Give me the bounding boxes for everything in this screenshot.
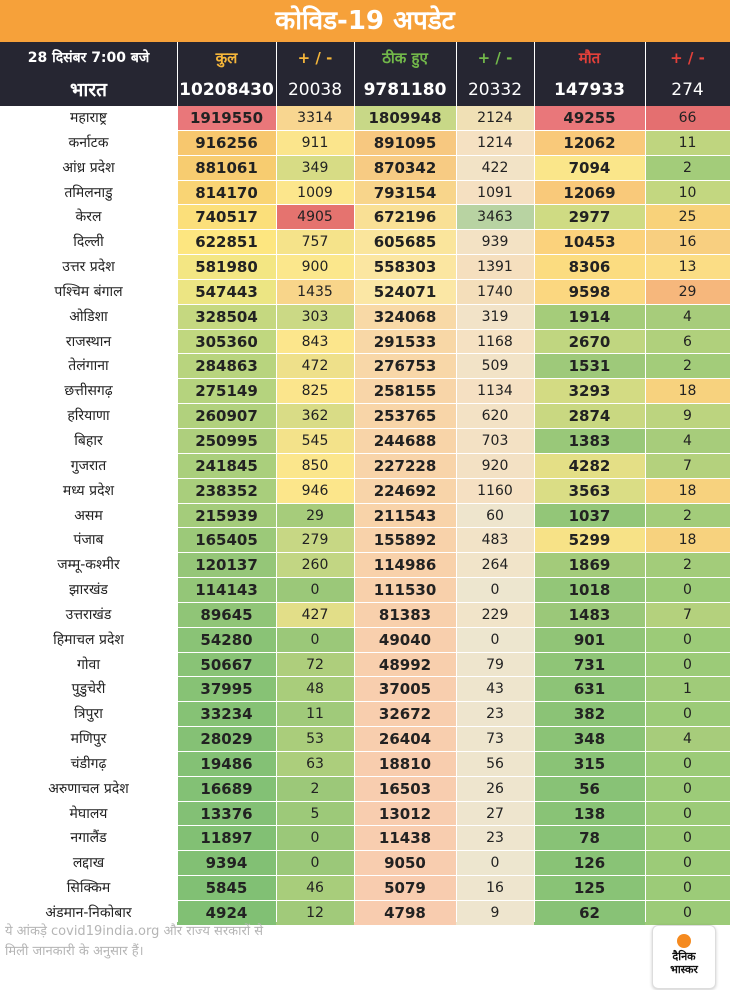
recovered-change: 23 (456, 826, 534, 851)
recovered: 870342 (354, 156, 456, 181)
table-row (0, 702, 730, 727)
deaths: 1483 (534, 603, 645, 628)
recovered: 49040 (354, 628, 456, 653)
table-row (0, 454, 730, 479)
state-name: जम्मू-कश्मीर (0, 553, 177, 578)
deaths-change: 0 (645, 777, 730, 802)
column-divider (177, 42, 178, 922)
total-cases: 740517 (177, 205, 276, 230)
recovered: 672196 (354, 205, 456, 230)
total-change: 946 (276, 479, 354, 504)
total-change: 4905 (276, 205, 354, 230)
table-row (0, 379, 730, 404)
table-row (0, 578, 730, 603)
deaths-change: 25 (645, 205, 730, 230)
recovered: 4798 (354, 901, 456, 926)
recovered-change: 264 (456, 553, 534, 578)
recovered: 5079 (354, 876, 456, 901)
india-total-change: 20038 (287, 80, 343, 100)
india-name: भारत (70, 79, 107, 101)
table-row (0, 603, 730, 628)
table-row (0, 802, 730, 827)
deaths: 7094 (534, 156, 645, 181)
state-name: नगालैंड (0, 826, 177, 851)
deaths: 382 (534, 702, 645, 727)
deaths: 901 (534, 628, 645, 653)
state-name: हिमाचल प्रदेश (0, 628, 177, 653)
total-cases: 165405 (177, 528, 276, 553)
table-row (0, 628, 730, 653)
deaths-change: 18 (645, 379, 730, 404)
deaths-change: 0 (645, 752, 730, 777)
deaths-change: 7 (645, 603, 730, 628)
header-recovered-change: + / - (477, 49, 513, 67)
page-title: कोविड-19 अपडेट (0, 0, 730, 42)
column-divider (645, 42, 646, 922)
total-change: 303 (276, 305, 354, 330)
deaths: 2670 (534, 330, 645, 355)
state-name: कर्नाटक (0, 131, 177, 156)
recovered-change: 1160 (456, 479, 534, 504)
total-change: 3314 (276, 106, 354, 131)
recovered-change: 0 (456, 578, 534, 603)
total-cases: 5845 (177, 876, 276, 901)
total-cases: 275149 (177, 379, 276, 404)
total-change: 362 (276, 404, 354, 429)
total-change: 2 (276, 777, 354, 802)
deaths: 2977 (534, 205, 645, 230)
state-name: उत्तर प्रदेश (0, 255, 177, 280)
deaths-change: 4 (645, 305, 730, 330)
total-change: 0 (276, 826, 354, 851)
recovered-change: 3463 (456, 205, 534, 230)
recovered: 524071 (354, 280, 456, 305)
table-row (0, 230, 730, 255)
state-name: उत्तराखंड (0, 603, 177, 628)
recovered-change: 422 (456, 156, 534, 181)
total-change: 46 (276, 876, 354, 901)
recovered: 324068 (354, 305, 456, 330)
total-cases: 54280 (177, 628, 276, 653)
deaths: 1869 (534, 553, 645, 578)
recovered-change: 26 (456, 777, 534, 802)
deaths-change: 6 (645, 330, 730, 355)
table-row (0, 280, 730, 305)
total-cases: 37995 (177, 677, 276, 702)
total-change: 825 (276, 379, 354, 404)
recovered: 891095 (354, 131, 456, 156)
state-name: चंडीगढ़ (0, 752, 177, 777)
total-change: 843 (276, 330, 354, 355)
total-change: 260 (276, 553, 354, 578)
state-name: पंजाब (0, 528, 177, 553)
total-change: 427 (276, 603, 354, 628)
table-row (0, 205, 730, 230)
deaths: 8306 (534, 255, 645, 280)
deaths-change: 18 (645, 479, 730, 504)
recovered-change: 79 (456, 653, 534, 678)
state-name: गोवा (0, 653, 177, 678)
recovered-change: 939 (456, 230, 534, 255)
total-change: 0 (276, 578, 354, 603)
table-row (0, 752, 730, 777)
total-change: 757 (276, 230, 354, 255)
recovered: 793154 (354, 181, 456, 206)
header-total: कुल (215, 49, 238, 67)
deaths: 10453 (534, 230, 645, 255)
india-recovered: 9781180 (363, 80, 447, 100)
state-name: हरियाणा (0, 404, 177, 429)
deaths-change: 7 (645, 454, 730, 479)
deaths: 3293 (534, 379, 645, 404)
column-header-row (0, 42, 730, 74)
table-row (0, 131, 730, 156)
recovered: 291533 (354, 330, 456, 355)
total-cases: 547443 (177, 280, 276, 305)
deaths: 1383 (534, 429, 645, 454)
deaths-change: 0 (645, 802, 730, 827)
recovered-change: 483 (456, 528, 534, 553)
state-name: असम (0, 504, 177, 529)
recovered-change: 620 (456, 404, 534, 429)
india-total: 10208430 (179, 80, 274, 100)
india-total-row (0, 74, 730, 106)
state-name: तेलंगाना (0, 354, 177, 379)
table-row (0, 876, 730, 901)
state-name: तमिलनाडु (0, 181, 177, 206)
deaths: 1037 (534, 504, 645, 529)
table-row (0, 354, 730, 379)
sun-icon (677, 934, 691, 948)
recovered-change: 1214 (456, 131, 534, 156)
deaths: 2874 (534, 404, 645, 429)
table-row (0, 826, 730, 851)
recovered-change: 229 (456, 603, 534, 628)
total-cases: 33234 (177, 702, 276, 727)
total-change: 53 (276, 727, 354, 752)
header-deaths-change: + / - (670, 49, 705, 67)
total-cases: 215939 (177, 504, 276, 529)
column-divider (354, 42, 355, 922)
state-table (0, 106, 730, 926)
recovered-change: 703 (456, 429, 534, 454)
state-name: त्रिपुरा (0, 702, 177, 727)
recovered: 16503 (354, 777, 456, 802)
deaths: 1018 (534, 578, 645, 603)
total-change: 545 (276, 429, 354, 454)
table-row (0, 255, 730, 280)
table-row (0, 851, 730, 876)
deaths-change: 66 (645, 106, 730, 131)
total-cases: 16689 (177, 777, 276, 802)
deaths: 4282 (534, 454, 645, 479)
recovered-change: 43 (456, 677, 534, 702)
deaths: 9598 (534, 280, 645, 305)
total-cases: 13376 (177, 802, 276, 827)
dainik-bhaskar-logo (652, 925, 716, 989)
table-row (0, 504, 730, 529)
recovered: 1809948 (354, 106, 456, 131)
deaths: 12062 (534, 131, 645, 156)
recovered: 37005 (354, 677, 456, 702)
total-cases: 284863 (177, 354, 276, 379)
deaths: 12069 (534, 181, 645, 206)
recovered-change: 60 (456, 504, 534, 529)
total-change: 911 (276, 131, 354, 156)
deaths-change: 0 (645, 901, 730, 926)
total-change: 279 (276, 528, 354, 553)
deaths-change: 1 (645, 677, 730, 702)
deaths: 5299 (534, 528, 645, 553)
table-row (0, 653, 730, 678)
deaths-change: 0 (645, 628, 730, 653)
india-deaths: 147933 (554, 80, 625, 100)
recovered: 81383 (354, 603, 456, 628)
deaths: 56 (534, 777, 645, 802)
total-cases: 19486 (177, 752, 276, 777)
header-deaths: मौत (578, 49, 601, 67)
total-cases: 881061 (177, 156, 276, 181)
total-cases: 238352 (177, 479, 276, 504)
state-name: लद्दाख (0, 851, 177, 876)
deaths: 1531 (534, 354, 645, 379)
column-divider (534, 42, 535, 922)
total-cases: 89645 (177, 603, 276, 628)
deaths: 125 (534, 876, 645, 901)
total-change: 72 (276, 653, 354, 678)
recovered: 227228 (354, 454, 456, 479)
table-row (0, 479, 730, 504)
india-recovered-change: 20332 (467, 80, 523, 100)
recovered: 114986 (354, 553, 456, 578)
total-change: 5 (276, 802, 354, 827)
recovered: 48992 (354, 653, 456, 678)
table-row (0, 528, 730, 553)
total-change: 472 (276, 354, 354, 379)
total-cases: 241845 (177, 454, 276, 479)
recovered: 211543 (354, 504, 456, 529)
recovered-change: 0 (456, 851, 534, 876)
state-name: गुजरात (0, 454, 177, 479)
recovered-change: 73 (456, 727, 534, 752)
deaths: 62 (534, 901, 645, 926)
header-date: 28 दिसंबर 7:00 बजे (27, 50, 150, 66)
total-cases: 916256 (177, 131, 276, 156)
deaths: 1914 (534, 305, 645, 330)
deaths: 138 (534, 802, 645, 827)
state-name: महाराष्ट्र (0, 106, 177, 131)
deaths-change: 18 (645, 528, 730, 553)
state-name: पुडुचेरी (0, 677, 177, 702)
deaths-change: 4 (645, 429, 730, 454)
state-name: पश्चिम बंगाल (0, 280, 177, 305)
total-cases: 1919550 (177, 106, 276, 131)
logo-line2: भास्कर (670, 963, 698, 976)
deaths-change: 0 (645, 653, 730, 678)
recovered: 32672 (354, 702, 456, 727)
recovered: 11438 (354, 826, 456, 851)
deaths: 315 (534, 752, 645, 777)
deaths: 631 (534, 677, 645, 702)
recovered-change: 920 (456, 454, 534, 479)
header-total-change: + / - (297, 49, 333, 67)
recovered: 244688 (354, 429, 456, 454)
recovered-change: 1168 (456, 330, 534, 355)
total-cases: 622851 (177, 230, 276, 255)
header-recovered: ठीक हुए (382, 49, 428, 67)
total-cases: 260907 (177, 404, 276, 429)
state-name: बिहार (0, 429, 177, 454)
total-cases: 114143 (177, 578, 276, 603)
state-name: ओडिशा (0, 305, 177, 330)
deaths: 3563 (534, 479, 645, 504)
state-name: छत्तीसगढ़ (0, 379, 177, 404)
deaths: 49255 (534, 106, 645, 131)
total-change: 29 (276, 504, 354, 529)
recovered-change: 2124 (456, 106, 534, 131)
recovered-change: 1391 (456, 255, 534, 280)
table-row (0, 305, 730, 330)
recovered-change: 27 (456, 802, 534, 827)
state-name: सिक्किम (0, 876, 177, 901)
recovered: 155892 (354, 528, 456, 553)
total-change: 11 (276, 702, 354, 727)
state-name: अंडमान-निकोबार (0, 901, 177, 926)
deaths: 126 (534, 851, 645, 876)
state-name: आंध्र प्रदेश (0, 156, 177, 181)
recovered: 26404 (354, 727, 456, 752)
deaths: 348 (534, 727, 645, 752)
state-name: दिल्ली (0, 230, 177, 255)
recovered: 224692 (354, 479, 456, 504)
recovered-change: 1134 (456, 379, 534, 404)
deaths-change: 0 (645, 876, 730, 901)
total-cases: 814170 (177, 181, 276, 206)
recovered: 558303 (354, 255, 456, 280)
recovered-change: 16 (456, 876, 534, 901)
state-name: मणिपुर (0, 727, 177, 752)
total-change: 900 (276, 255, 354, 280)
total-cases: 328504 (177, 305, 276, 330)
total-change: 0 (276, 851, 354, 876)
table-row (0, 429, 730, 454)
total-cases: 120137 (177, 553, 276, 578)
deaths-change: 13 (645, 255, 730, 280)
table-row (0, 777, 730, 802)
recovered: 253765 (354, 404, 456, 429)
recovered-change: 56 (456, 752, 534, 777)
recovered-change: 9 (456, 901, 534, 926)
column-divider (276, 42, 277, 922)
table-row (0, 677, 730, 702)
table-row (0, 181, 730, 206)
deaths-change: 2 (645, 156, 730, 181)
deaths-change: 4 (645, 727, 730, 752)
total-change: 850 (276, 454, 354, 479)
deaths-change: 2 (645, 504, 730, 529)
total-cases: 581980 (177, 255, 276, 280)
source-note-line1: ये आंकड़े covid19india.org और राज्य सरकारों से (5, 924, 264, 939)
total-change: 12 (276, 901, 354, 926)
recovered: 111530 (354, 578, 456, 603)
total-cases: 11897 (177, 826, 276, 851)
total-cases: 250995 (177, 429, 276, 454)
deaths: 78 (534, 826, 645, 851)
recovered: 18810 (354, 752, 456, 777)
deaths-change: 0 (645, 578, 730, 603)
table-row (0, 106, 730, 131)
recovered: 9050 (354, 851, 456, 876)
total-cases: 9394 (177, 851, 276, 876)
state-name: केरल (0, 205, 177, 230)
deaths: 731 (534, 653, 645, 678)
total-change: 1009 (276, 181, 354, 206)
recovered-change: 509 (456, 354, 534, 379)
deaths-change: 2 (645, 354, 730, 379)
deaths-change: 0 (645, 826, 730, 851)
total-change: 63 (276, 752, 354, 777)
state-name: राजस्थान (0, 330, 177, 355)
recovered: 605685 (354, 230, 456, 255)
deaths-change: 10 (645, 181, 730, 206)
deaths-change: 0 (645, 851, 730, 876)
deaths-change: 16 (645, 230, 730, 255)
deaths-change: 29 (645, 280, 730, 305)
recovered-change: 0 (456, 628, 534, 653)
table-row (0, 330, 730, 355)
table-row (0, 727, 730, 752)
state-name: अरुणाचल प्रदेश (0, 777, 177, 802)
recovered-change: 1091 (456, 181, 534, 206)
recovered-change: 319 (456, 305, 534, 330)
total-cases: 28029 (177, 727, 276, 752)
column-divider (456, 42, 457, 922)
total-change: 0 (276, 628, 354, 653)
deaths-change: 2 (645, 553, 730, 578)
state-name: मेघालय (0, 802, 177, 827)
total-change: 1435 (276, 280, 354, 305)
logo-line1: दैनिक (672, 950, 696, 963)
recovered: 258155 (354, 379, 456, 404)
source-note (5, 922, 365, 962)
table-row (0, 156, 730, 181)
total-change: 349 (276, 156, 354, 181)
deaths-change: 11 (645, 131, 730, 156)
recovered: 276753 (354, 354, 456, 379)
total-change: 48 (276, 677, 354, 702)
table-row (0, 553, 730, 578)
india-deaths-change: 274 (671, 80, 704, 100)
recovered-change: 1740 (456, 280, 534, 305)
total-cases: 4924 (177, 901, 276, 926)
source-note-line2: मिली जानकारी के अनुसार हैं। (5, 944, 144, 959)
deaths-change: 9 (645, 404, 730, 429)
deaths-change: 0 (645, 702, 730, 727)
state-name: झारखंड (0, 578, 177, 603)
total-cases: 50667 (177, 653, 276, 678)
recovered-change: 23 (456, 702, 534, 727)
table-row (0, 404, 730, 429)
recovered: 13012 (354, 802, 456, 827)
total-cases: 305360 (177, 330, 276, 355)
state-name: मध्य प्रदेश (0, 479, 177, 504)
